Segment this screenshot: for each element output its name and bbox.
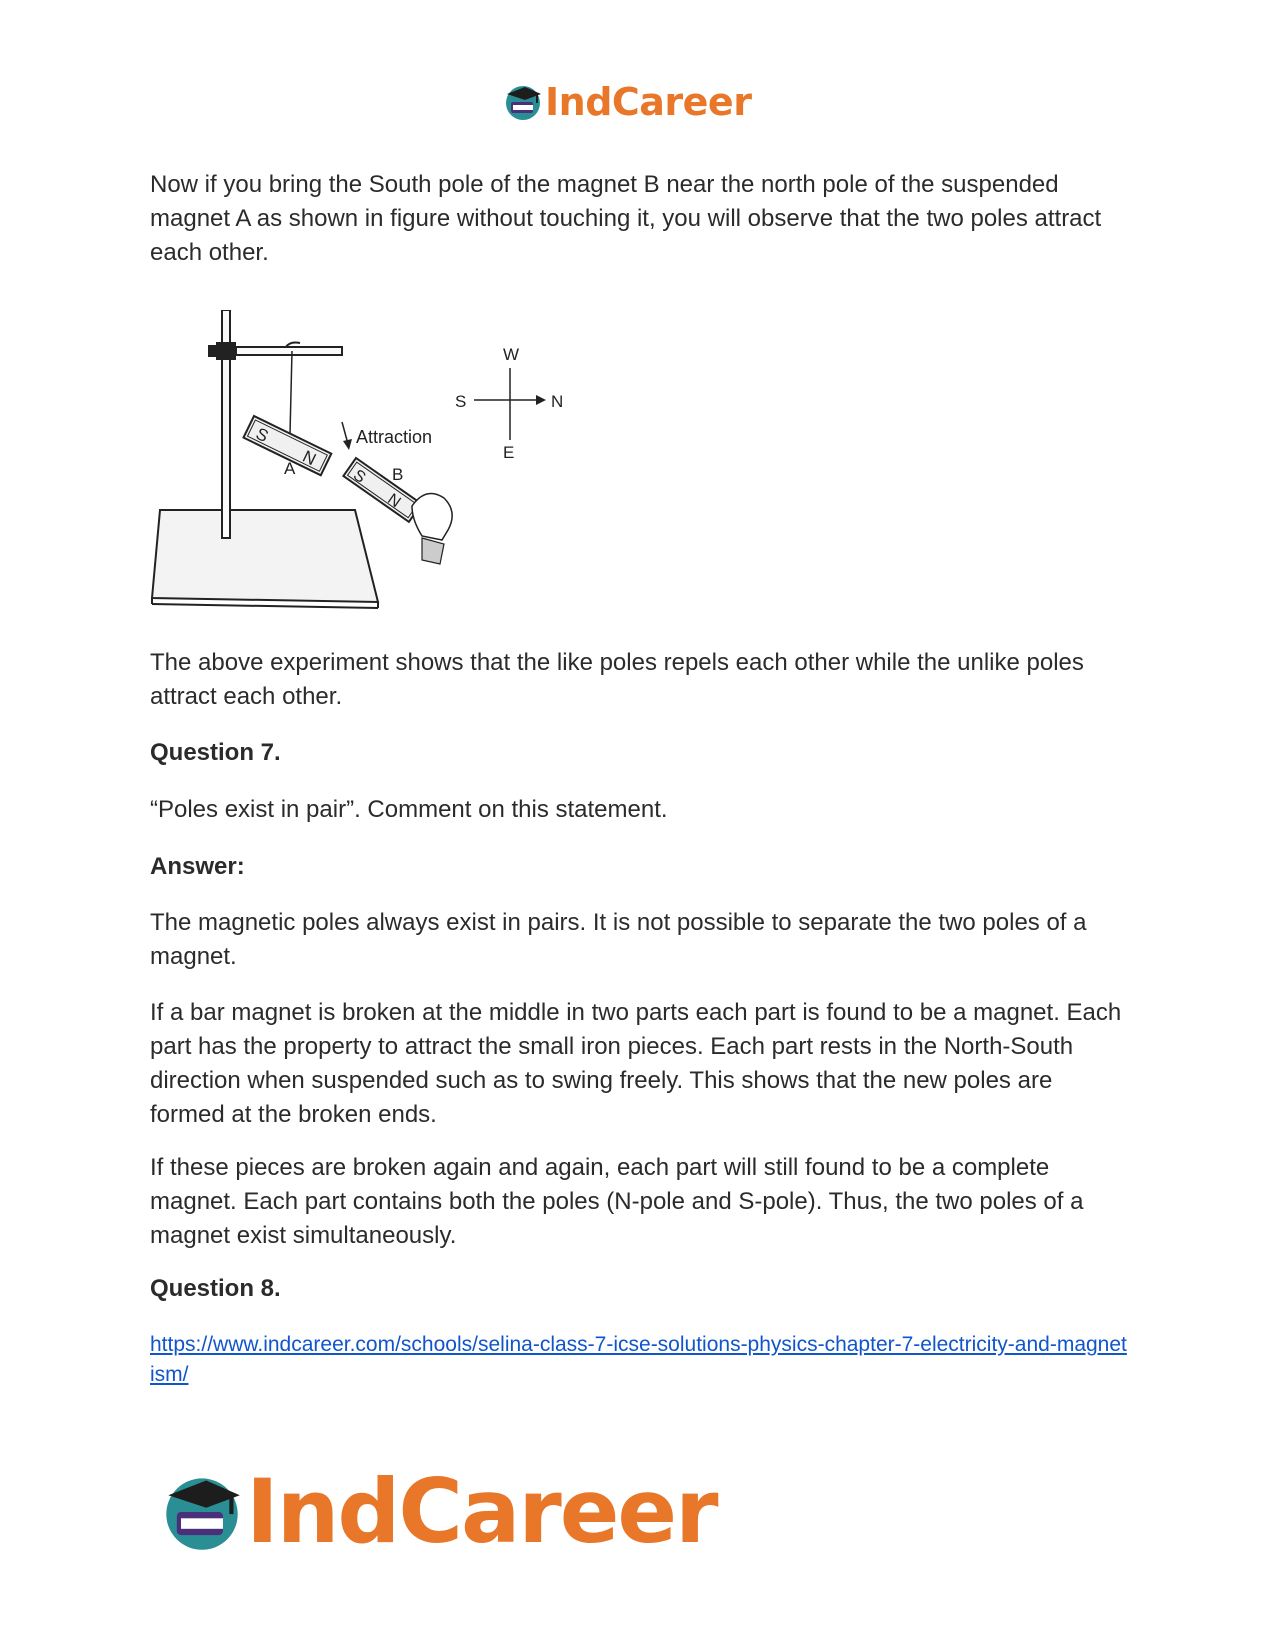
logo-text: IndCareer (545, 80, 752, 124)
header-logo (503, 80, 751, 124)
footer-logo-text: IndCareer (246, 1460, 717, 1563)
stand-arm (236, 347, 342, 355)
compass-n: N (551, 392, 564, 411)
source-link[interactable]: https://www.indcareer.com/schools/selina-class-7-icse-solutions-physics-chapter-7-electricity-and-magnetism/ (150, 1333, 1127, 1386)
question-7-text: “Poles exist in pair”. Comment on this statement. (150, 796, 668, 823)
compass-rose (455, 345, 563, 462)
magnet-attraction-figure (150, 310, 610, 640)
compass-e: E (503, 443, 515, 462)
answer-paragraph-2: If a bar magnet is broken at the middle in two parts each part is found to be a magnet. Each part has the property to attract the small iron pieces. Each part rests in the North-South direction when suspended such as to swing freely. This shows that the new poles are formed at the broken ends. (150, 999, 1122, 1128)
answer-paragraph-3: If these pieces are broken again and again, each part will still found to be a complete magnet. Each part contains both the poles (N-pole and S-pole). Thus, the two poles of a magnet exist simultaneously. (150, 1154, 1084, 1249)
graduation-cap-book-icon (160, 1470, 244, 1554)
stand-base (152, 510, 378, 602)
question-7-heading: Question 7. (150, 739, 281, 766)
magnet-b-s-label: S (349, 466, 369, 487)
magnet-b-label: B (392, 465, 404, 484)
magnet-b-n-label: N (384, 490, 404, 512)
intro-paragraph: Now if you bring the South pole of the magnet B near the north pole of the suspended magnet A as shown in figure without touching it, you will observe that the two poles attract each other. (150, 171, 1102, 266)
graduation-cap-book-icon (503, 82, 543, 122)
footer-logo (160, 1460, 717, 1563)
hand (412, 494, 452, 541)
answer-paragraph-1: The magnetic poles always exist in pairs. It is not possible to separate the two poles of a magnet. (150, 909, 1087, 970)
magnet-a-s-label: S (252, 423, 272, 447)
compass-w: W (503, 345, 520, 364)
stand-clamp (216, 342, 236, 360)
suspension-thread (290, 351, 292, 434)
magnet-a-n-label: N (299, 446, 320, 470)
question-8-heading: Question 8. (150, 1275, 281, 1302)
magnet-a-label: A (284, 459, 296, 478)
answer-heading: Answer: (150, 853, 245, 880)
compass-s: S (455, 392, 467, 411)
attraction-label: Attraction (356, 427, 433, 447)
conclusion-paragraph: The above experiment shows that the like poles repels each other while the unlike poles attract each other. (150, 649, 1084, 710)
